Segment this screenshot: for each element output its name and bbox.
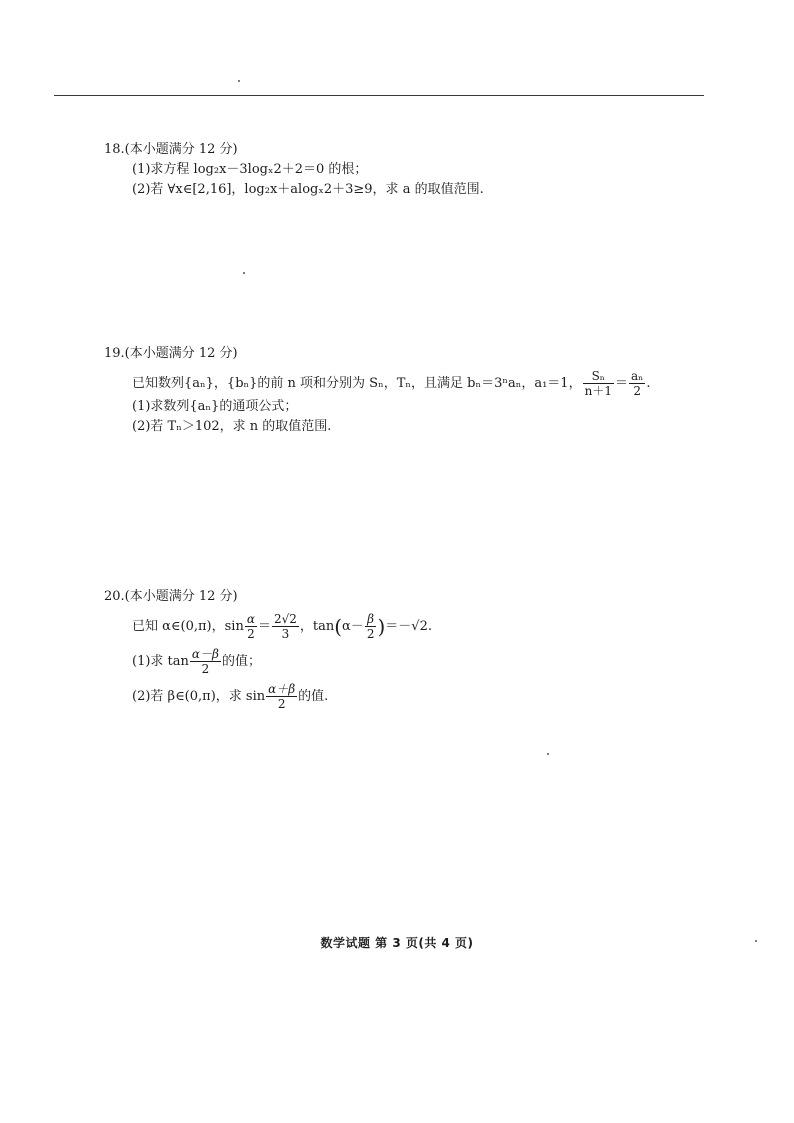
part-text: (2)若 β∈(0,π)，求 sin [132,689,266,704]
fraction-numerator: aₙ [630,369,644,383]
fraction-denominator: 2 [633,384,641,398]
fraction-numerator: Sₙ [583,370,614,384]
scan-speck [243,272,245,274]
part-text: 的值. [298,689,329,704]
scan-speck [547,753,549,755]
fraction-numerator: α－β [191,647,219,661]
fraction-2root2-over-3 [272,613,299,640]
problem-20-part-1 [132,648,432,675]
fraction-denominator: n＋1 [584,384,612,398]
problem-18-part-1: (1)求方程 log₂x－3logₓ2＋2＝0 的根； [132,162,368,177]
problem-20 [104,587,432,710]
statement-text: 已知 α∈(0,π)，sin [132,619,244,634]
fraction-beta-over-2 [365,613,377,640]
fraction-denominator: 2 [277,697,286,711]
fraction-alpha-minus-beta-over-2 [190,648,221,675]
header-rule [54,95,704,96]
fraction-an-over-2 [629,370,645,397]
problem-20-statement [132,613,432,640]
problem-18 [104,140,484,200]
problem-18-part-2: (2)若 ∀x∈[2,16]，log₂x＋alogₓ2＋3≥9，求 a 的取值范围. [132,182,484,197]
statement-text: ，tan [299,619,335,634]
problem-19-statement-text: 已知数列{aₙ}，{bₙ}的前 n 项和分别为 Sₙ，Tₙ，且满足 bₙ＝3ⁿaₙ，a₁＝1， [132,376,582,391]
problem-19-statement [132,370,650,397]
part-text: 的值； [221,654,261,669]
fraction-alpha-plus-beta-over-2 [266,683,297,710]
fraction-alpha-over-2 [245,613,257,640]
fraction-numerator: 2√2 [273,612,297,626]
fraction-numerator: α [246,612,255,626]
problem-19-heading: 19.(本小题满分 12 分) [104,346,238,361]
period: . [646,376,651,391]
left-paren: ( [334,614,343,639]
problem-18-heading: 18.(本小题满分 12 分) [104,142,238,157]
fraction-denominator: 2 [366,627,375,641]
fraction-denominator: 3 [281,627,290,641]
right-paren: ) [377,614,386,639]
problem-19 [104,344,650,437]
fraction-denominator: 2 [247,627,255,641]
fraction-numerator: α＋β [268,682,296,696]
problem-20-part-2 [132,683,432,710]
statement-text: ＝－√2. [385,619,432,634]
fraction-numerator: β [365,613,377,627]
fraction-denominator: 2 [201,662,210,676]
equals-sign: ＝ [257,619,271,634]
problem-19-part-1: (1)求数列{aₙ}的通项公式； [132,399,298,414]
equals-sign: ＝ [614,376,628,391]
fraction-sn-over-n-plus-1 [583,370,614,397]
page-footer: 数学试题 第 3 页(共 4 页) [320,936,474,950]
part-text: (1)求 tan [132,654,189,669]
problem-19-part-2: (2)若 Tₙ＞102，求 n 的取值范围. [132,419,332,434]
scan-speck [238,80,240,82]
problem-20-heading: 20.(本小题满分 12 分) [104,589,238,604]
statement-text: α－ [342,619,364,634]
